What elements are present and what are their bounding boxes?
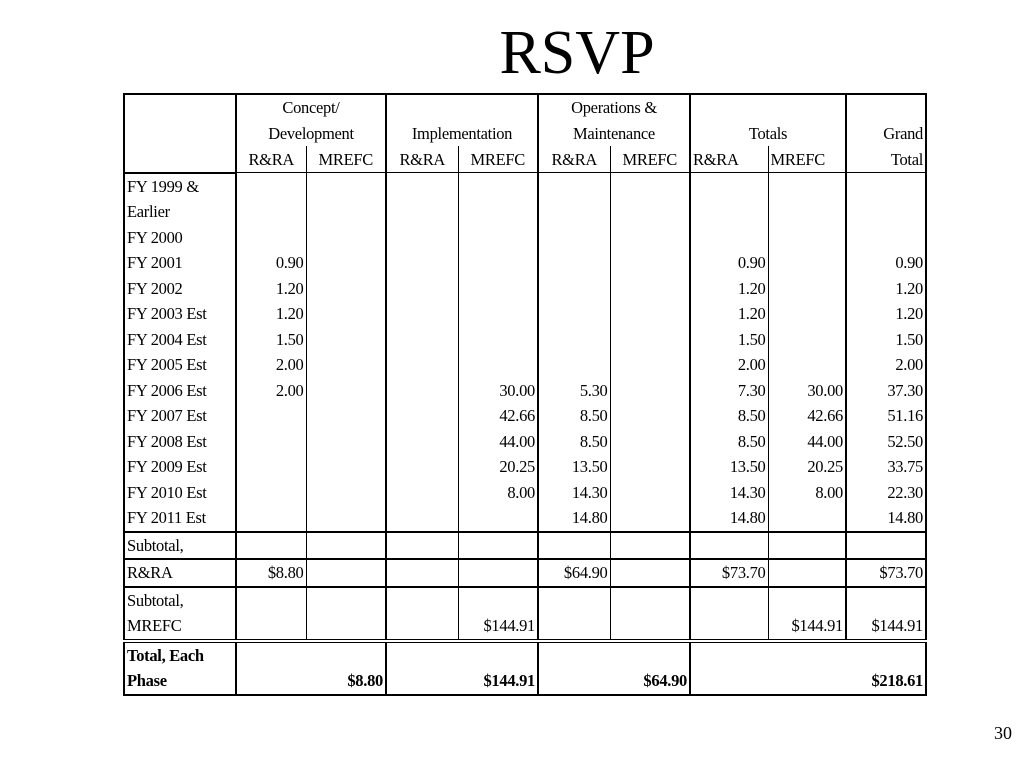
table-cell: 1.20 (236, 301, 306, 327)
table-cell (458, 505, 538, 532)
table-cell (306, 250, 386, 276)
row-label: R&RA (124, 559, 236, 587)
table-cell (690, 613, 768, 641)
table-cell (768, 276, 846, 302)
table-cell: $73.70 (690, 559, 768, 587)
table-cell: 20.25 (768, 454, 846, 480)
table-cell (610, 225, 690, 251)
table-cell (306, 352, 386, 378)
row-label: FY 2007 Est (124, 403, 236, 429)
table-row (124, 454, 926, 480)
row-label: FY 1999 & (124, 173, 236, 200)
table-cell: $73.70 (846, 559, 926, 587)
table-cell (386, 301, 458, 327)
row-label: Earlier (124, 199, 236, 225)
subtotal-rra-row (124, 559, 926, 587)
table-cell: 1.50 (236, 327, 306, 353)
table-cell (306, 173, 386, 200)
table-cell: 14.80 (538, 505, 610, 532)
table-cell (458, 352, 538, 378)
table-cell: 2.00 (236, 352, 306, 378)
table-cell (306, 429, 386, 455)
table-cell (306, 613, 386, 641)
header-concept-line2: Development (236, 121, 386, 147)
table-cell (306, 276, 386, 302)
table-cell (306, 559, 386, 587)
table-cell (386, 505, 458, 532)
header-implementation-spacer (386, 94, 538, 121)
table-cell (386, 173, 458, 200)
subtotal-mrefc-row-1 (124, 587, 926, 614)
row-label: Total, Each (124, 641, 236, 669)
table-cell (458, 327, 538, 353)
header-grand-spacer (846, 94, 926, 121)
table-cell (538, 352, 610, 378)
table-cell (386, 559, 458, 587)
table-cell: 20.25 (458, 454, 538, 480)
header-implementation: Implementation (386, 121, 538, 147)
table-cell (768, 505, 846, 532)
table-cell (768, 225, 846, 251)
header-row-1 (124, 94, 926, 121)
header-operations-line1: Operations & (538, 94, 690, 121)
table-cell (610, 301, 690, 327)
slide-title: RSVP (499, 19, 655, 87)
table-cell: 1.20 (236, 276, 306, 302)
table-cell (458, 250, 538, 276)
table-cell (386, 480, 458, 506)
table-cell: 42.66 (768, 403, 846, 429)
table-cell (458, 559, 538, 587)
table-cell: 2.00 (895, 355, 923, 374)
table-cell: 2.00 (236, 378, 306, 404)
total-grand: $218.61 (871, 671, 923, 690)
subcol-operations-mrefc: MREFC (610, 146, 690, 173)
table-cell: 8.50 (690, 403, 768, 429)
table-cell (306, 378, 386, 404)
subcol-totals-mrefc: MREFC (768, 146, 846, 173)
subcol-implementation-rra: R&RA (386, 146, 458, 173)
table-cell: 44.00 (458, 429, 538, 455)
table-row (124, 250, 926, 276)
row-label: FY 2010 Est (124, 480, 236, 506)
table-cell (306, 327, 386, 353)
table-row (124, 505, 926, 532)
table-cell (236, 173, 306, 200)
table-cell: $144.91 (846, 613, 926, 641)
table-cell (386, 327, 458, 353)
table-cell: $8.80 (236, 559, 306, 587)
table-cell (768, 559, 846, 587)
table-cell (236, 403, 306, 429)
page-number: 30 (994, 723, 1012, 743)
table-cell (610, 378, 690, 404)
table-cell (846, 225, 926, 251)
table-cell (690, 199, 768, 225)
table-cell (610, 505, 690, 532)
table-cell: 5.30 (538, 378, 610, 404)
table-cell (386, 225, 458, 251)
table-cell (768, 199, 846, 225)
table-cell: 1.50 (895, 329, 923, 349)
header-operations-line2: Maintenance (538, 121, 690, 147)
subcol-totals-rra: R&RA (690, 146, 768, 173)
table-row (124, 327, 926, 353)
subcol-operations-rra: R&RA (538, 146, 610, 173)
row-label: FY 2002 (124, 276, 236, 302)
table-cell (306, 225, 386, 251)
table-cell (386, 352, 458, 378)
table-row (124, 480, 926, 506)
table-cell: 14.80 (846, 505, 926, 532)
table-cell (538, 276, 610, 302)
row-label: MREFC (124, 613, 236, 641)
header-totals: Totals (690, 121, 846, 147)
subcol-implementation-mrefc: MREFC (458, 146, 538, 173)
table-cell (306, 301, 386, 327)
header-corner (124, 94, 236, 121)
table-row (124, 199, 926, 225)
table-cell: 14.30 (690, 480, 768, 506)
table-cell (386, 613, 458, 641)
row-label: FY 2006 Est (124, 378, 236, 404)
table-cell: 37.30 (887, 380, 923, 400)
table-cell (610, 559, 690, 587)
table-cell: 8.50 (538, 403, 610, 429)
table-cell (538, 327, 610, 353)
table-cell: 30.00 (458, 378, 538, 404)
row-label: Subtotal, (124, 532, 236, 560)
table-cell (306, 505, 386, 532)
table-cell: 8.50 (690, 429, 768, 455)
table-cell (236, 225, 306, 251)
subtotal-mrefc-row (124, 613, 926, 641)
row-label: Phase (124, 668, 236, 695)
table-cell (458, 173, 538, 200)
table-cell (610, 454, 690, 480)
table-cell (610, 276, 690, 302)
header-totals-spacer (690, 94, 846, 121)
table-cell (690, 225, 768, 251)
table-cell: 33.75 (887, 457, 923, 476)
header-row-2 (124, 121, 926, 147)
table-cell (458, 276, 538, 302)
table-cell (458, 301, 538, 327)
total-row-1 (124, 641, 926, 669)
table-cell (610, 173, 690, 200)
header-grand-line2: Total (846, 146, 926, 173)
table-cell: 7.30 (690, 378, 768, 404)
row-label: FY 2009 Est (124, 454, 236, 480)
table-cell (306, 454, 386, 480)
table-cell (846, 199, 926, 225)
table-cell: 1.50 (690, 327, 768, 353)
table-cell (236, 454, 306, 480)
row-label: FY 2003 Est (124, 301, 236, 327)
table-body (124, 173, 926, 532)
total-row (124, 668, 926, 695)
table-cell (386, 454, 458, 480)
table-row (124, 378, 926, 404)
table-cell: 14.80 (690, 505, 768, 532)
table-cell (610, 403, 690, 429)
table-row (124, 173, 926, 200)
row-label: FY 2001 (124, 250, 236, 276)
table-row (124, 429, 926, 455)
header-grand-line1: Grand (883, 123, 923, 143)
table-cell: 1.20 (690, 276, 768, 302)
row-label: FY 2004 Est (124, 327, 236, 353)
budget-table (123, 93, 927, 696)
table-cell: $144.91 (768, 613, 846, 641)
table-cell (610, 352, 690, 378)
table-cell: 42.66 (458, 403, 538, 429)
table-row (124, 403, 926, 429)
table-cell (386, 429, 458, 455)
table-cell (306, 403, 386, 429)
table-cell (610, 429, 690, 455)
table-cell (306, 480, 386, 506)
table-cell (236, 199, 306, 225)
table-cell (538, 199, 610, 225)
row-label: FY 2005 Est (124, 352, 236, 378)
table-row (124, 276, 926, 302)
row-label: FY 2011 Est (124, 505, 236, 532)
table-cell (236, 613, 306, 641)
row-label: FY 2000 (124, 225, 236, 251)
table-cell (538, 250, 610, 276)
total-concept: $8.80 (236, 668, 386, 695)
table-cell: 1.20 (895, 304, 923, 323)
table-cell: 52.50 (887, 431, 923, 451)
table-cell (768, 327, 846, 353)
subcol-concept-rra: R&RA (236, 146, 306, 173)
table-cell: 14.30 (538, 480, 610, 506)
subtotal-rra-row-1 (124, 532, 926, 560)
header-concept-line1: Concept/ (236, 94, 386, 121)
table-cell (236, 480, 306, 506)
table-cell (386, 403, 458, 429)
header-subcolumns-row (124, 146, 926, 173)
table-cell: 8.00 (458, 480, 538, 506)
table-cell: $144.91 (458, 613, 538, 641)
table-cell (386, 378, 458, 404)
table-cell (610, 480, 690, 506)
table-cell: $64.90 (538, 559, 610, 587)
table-cell (236, 505, 306, 532)
table-cell (538, 173, 610, 200)
table-cell (768, 250, 846, 276)
table-cell (386, 199, 458, 225)
table-cell: 44.00 (768, 429, 846, 455)
table-cell: 13.50 (538, 454, 610, 480)
table-cell (846, 173, 926, 200)
table-cell: 1.20 (690, 301, 768, 327)
table-row (124, 225, 926, 251)
table-cell (610, 613, 690, 641)
table-cell (538, 225, 610, 251)
header-corner (124, 146, 236, 173)
table-cell (458, 199, 538, 225)
table-cell: 2.00 (690, 352, 768, 378)
table-cell: 8.50 (538, 429, 610, 455)
table-cell (386, 250, 458, 276)
table-cell (610, 199, 690, 225)
row-label: FY 2008 Est (124, 429, 236, 455)
table-cell (768, 301, 846, 327)
row-label: Subtotal, (124, 587, 236, 614)
table-cell: 0.90 (690, 250, 768, 276)
table-row (124, 352, 926, 378)
table-cell: 1.20 (895, 278, 923, 298)
table-cell (690, 173, 768, 200)
table-cell (306, 199, 386, 225)
table-cell: 22.30 (887, 482, 923, 502)
total-operations: $64.90 (538, 668, 690, 695)
table-cell: 0.90 (236, 250, 306, 276)
subcol-concept-mrefc: MREFC (306, 146, 386, 173)
table-cell (538, 301, 610, 327)
table-cell (610, 250, 690, 276)
total-implementation: $144.91 (386, 668, 538, 695)
table-cell (768, 352, 846, 378)
table-cell: 30.00 (768, 378, 846, 404)
table-cell (236, 429, 306, 455)
table-cell: 13.50 (690, 454, 768, 480)
table-cell (538, 613, 610, 641)
table-row (124, 301, 926, 327)
table-cell: 0.90 (895, 253, 923, 272)
table-cell (386, 276, 458, 302)
table-cell: 51.16 (887, 406, 923, 425)
table-cell (610, 327, 690, 353)
table-cell: 8.00 (768, 480, 846, 506)
header-corner (124, 121, 236, 147)
table-cell (768, 173, 846, 200)
table-cell (458, 225, 538, 251)
